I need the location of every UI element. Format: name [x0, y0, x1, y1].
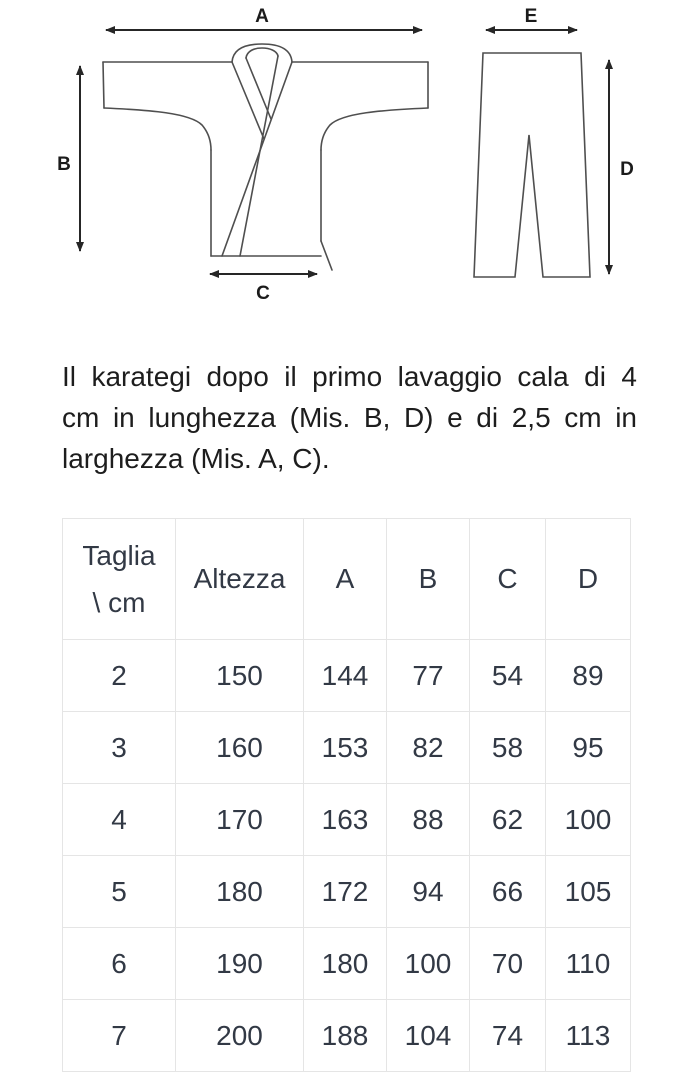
cell-d: 89: [546, 640, 631, 712]
cell-size: 7: [63, 1000, 176, 1072]
cell-b: 100: [387, 928, 470, 1000]
cell-b: 94: [387, 856, 470, 928]
cell-d: 100: [546, 784, 631, 856]
header-size-cm: [63, 519, 176, 640]
shrinkage-note-line1: Il karategi dopo il primo lavaggio cala di 4: [62, 361, 637, 392]
cell-b: 104: [387, 1000, 470, 1072]
cell-c: 58: [470, 712, 546, 784]
cell-altezza: 190: [176, 928, 304, 1000]
shrinkage-note: [62, 356, 637, 479]
table-row: [63, 928, 631, 1000]
header-a: A: [304, 519, 387, 640]
jacket-drawing: [103, 44, 428, 270]
cell-size: 4: [63, 784, 176, 856]
cell-altezza: 180: [176, 856, 304, 928]
shrinkage-note-line3: larghezza (Mis. A, C).: [62, 443, 330, 474]
cell-altezza: 150: [176, 640, 304, 712]
pants-drawing: [474, 53, 590, 277]
cell-d: 110: [546, 928, 631, 1000]
table-row: [63, 712, 631, 784]
cell-a: 172: [304, 856, 387, 928]
dimension-arrows: [80, 30, 609, 274]
cell-c: 70: [470, 928, 546, 1000]
cell-size: 5: [63, 856, 176, 928]
cell-a: 144: [304, 640, 387, 712]
sizing-diagram: [0, 0, 699, 320]
cell-a: 153: [304, 712, 387, 784]
jacket-front-flap-line: [321, 241, 332, 270]
cell-size: 2: [63, 640, 176, 712]
header-c: C: [470, 519, 546, 640]
karategi-measurement-diagram: [0, 0, 699, 320]
cell-altezza: 160: [176, 712, 304, 784]
label-E: E: [524, 6, 538, 27]
cell-c: 66: [470, 856, 546, 928]
cell-d: 105: [546, 856, 631, 928]
jacket-collar: [222, 44, 292, 256]
cell-a: 180: [304, 928, 387, 1000]
cell-c: 54: [470, 640, 546, 712]
header-d: D: [546, 519, 631, 640]
cell-d: 95: [546, 712, 631, 784]
cell-c: 62: [470, 784, 546, 856]
cell-b: 88: [387, 784, 470, 856]
table-row: [63, 1000, 631, 1072]
cell-size: 6: [63, 928, 176, 1000]
dimension-labels: [57, 6, 634, 304]
label-B: B: [57, 154, 71, 175]
table-row: [63, 784, 631, 856]
label-A: A: [255, 6, 269, 27]
label-D: D: [620, 159, 634, 180]
shrinkage-note-line2: cm in lunghezza (Mis. B, D) e di 2,5 cm in: [62, 402, 637, 433]
cell-d: 113: [546, 1000, 631, 1072]
header-size-line2: \ cm: [92, 587, 146, 618]
cell-size: 3: [63, 712, 176, 784]
header-altezza: Altezza: [176, 519, 304, 640]
cell-b: 77: [387, 640, 470, 712]
size-chart-table: [62, 518, 631, 1072]
cell-altezza: 200: [176, 1000, 304, 1072]
table-row: [63, 640, 631, 712]
table-row: [63, 856, 631, 928]
header-size-line1: Taglia: [82, 540, 156, 571]
cell-a: 163: [304, 784, 387, 856]
label-C: C: [256, 283, 270, 304]
header-b: B: [387, 519, 470, 640]
cell-b: 82: [387, 712, 470, 784]
cell-c: 74: [470, 1000, 546, 1072]
cell-altezza: 170: [176, 784, 304, 856]
cell-a: 188: [304, 1000, 387, 1072]
size-chart-header-row: [63, 519, 631, 640]
